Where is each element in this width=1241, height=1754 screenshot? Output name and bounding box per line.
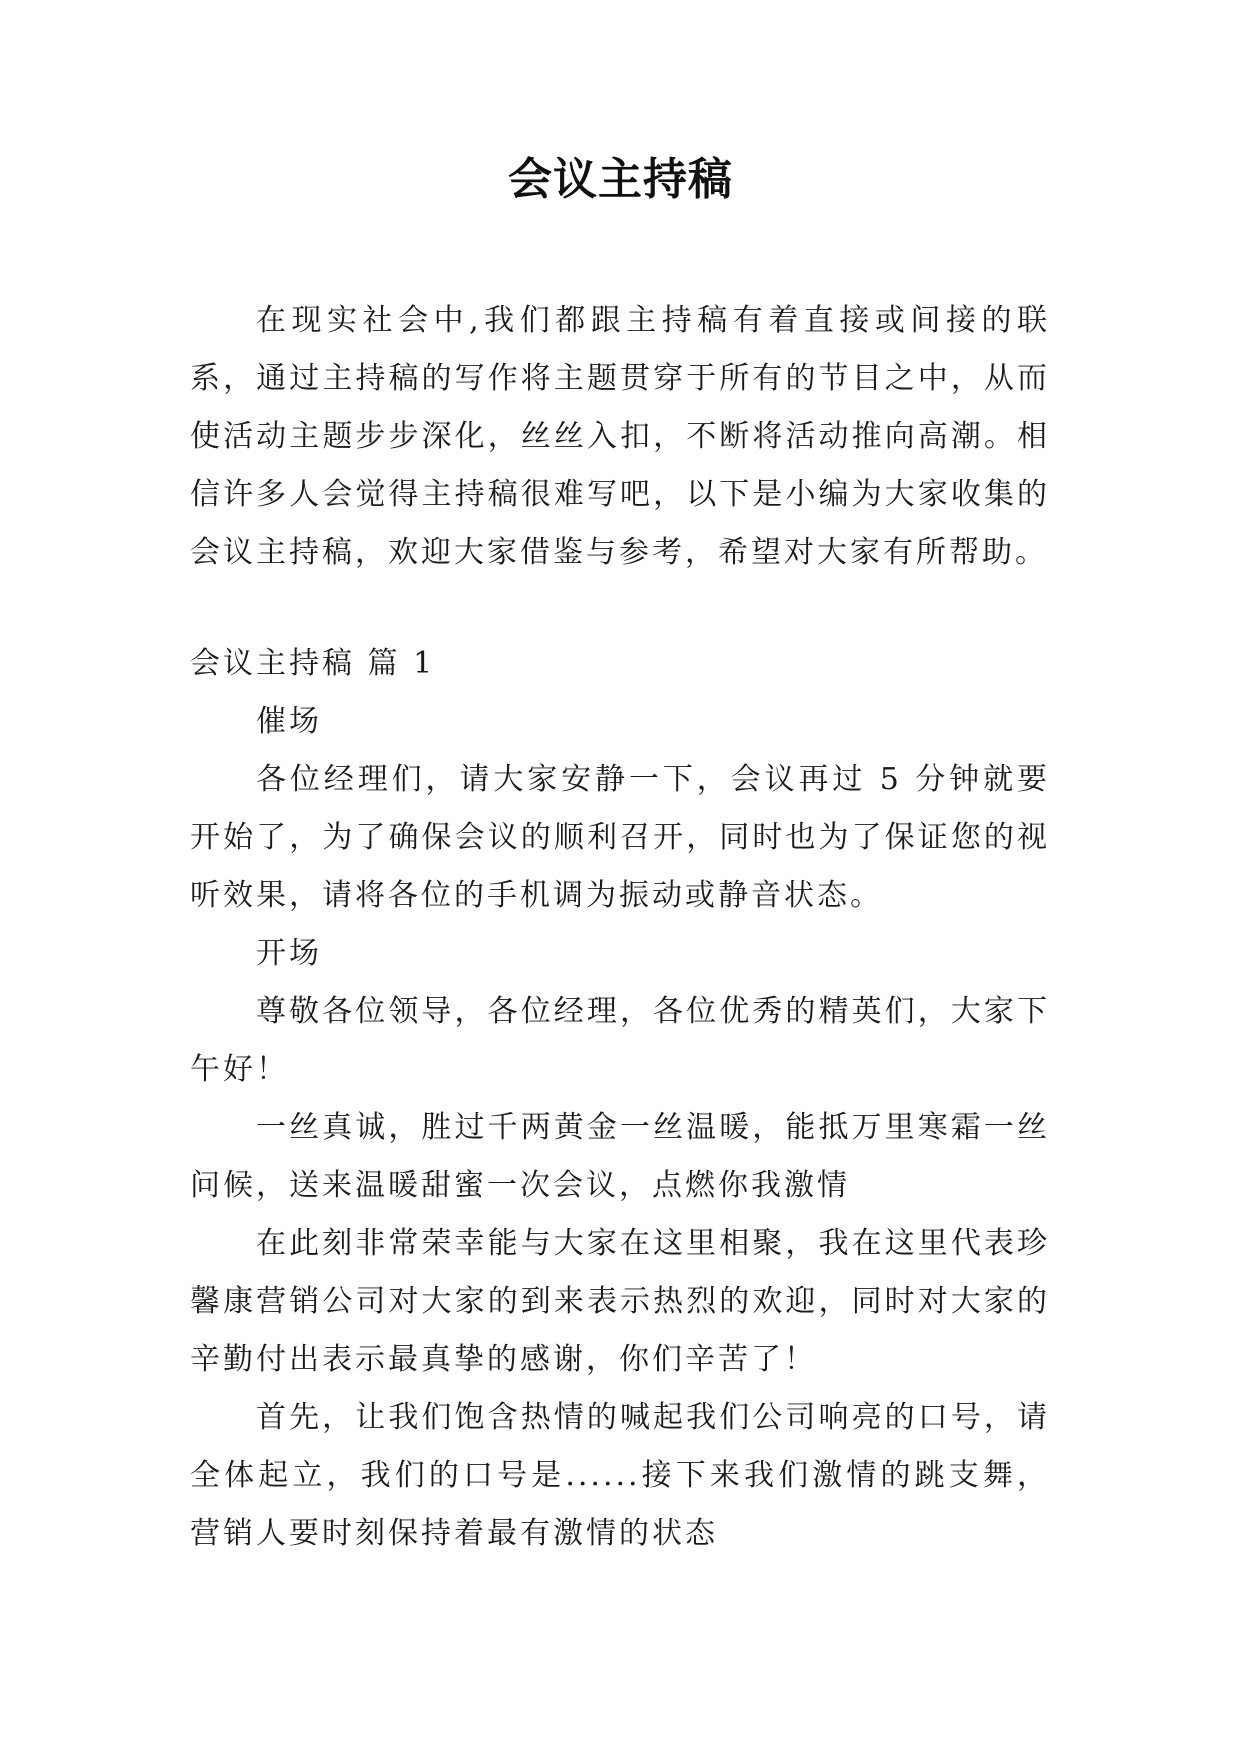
section-content xyxy=(190,635,1050,1563)
paragraph-label-cuichang: 催场 xyxy=(256,704,322,739)
paragraph: 尊敬各位领导，各位经理，各位优秀的精英们，大家下午好！ xyxy=(190,994,1050,1087)
paragraph: 首先，让我们饱含热情的喊起我们公司响亮的口号，请全体起立，我们的口号是......接下来我们激情的跳支舞，营销人要时刻保持着最有激情的状态 xyxy=(190,1400,1050,1551)
paragraph: 各位经理们，请大家安静一下，会议再过 5 分钟就要开始了，为了确保会议的顺利召开，同时也为了保证您的视听效果，请将各位的手机调为振动或静音状态。 xyxy=(190,762,1050,913)
section-heading: 会议主持稿 篇 1 xyxy=(190,646,436,681)
paragraph-label-kaichang: 开场 xyxy=(256,936,322,971)
document-title: 会议主持稿 xyxy=(508,154,733,205)
paragraph: 在此刻非常荣幸能与大家在这里相聚，我在这里代表珍馨康营销公司对大家的到来表示热烈的欢迎，同时对大家的辛勤付出表示最真挚的感谢，你们辛苦了！ xyxy=(190,1226,1050,1377)
paragraph: 一丝真诚，胜过千两黄金一丝温暖，能抵万里寒霜一丝问候，送来温暖甜蜜一次会议，点燃你我激情 xyxy=(190,1110,1050,1203)
intro-paragraph: 在现实社会中,我们都跟主持稿有着直接或间接的联系，通过主持稿的写作将主题贯穿于所有的节目之中，从而使活动主题步步深化，丝丝入扣，不断将活动推向高潮。相信许多人会觉得主持稿很难写吧，以下是小编为大家收集的会议主持稿，欢迎大家借鉴与参考，希望对大家有所帮助。 xyxy=(190,303,1050,570)
